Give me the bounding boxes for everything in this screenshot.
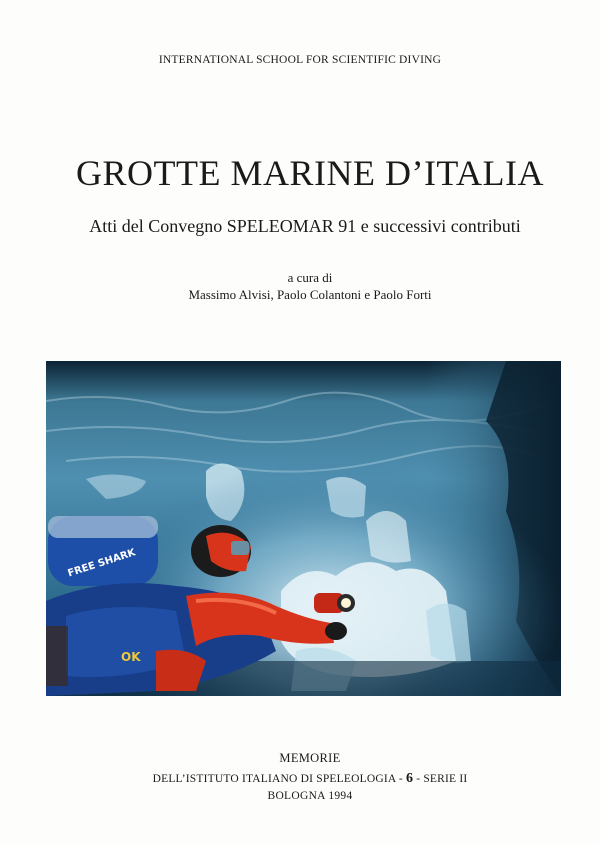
series-suffix: - SERIE II — [416, 773, 468, 785]
series-line — [0, 771, 600, 787]
place-year: BOLOGNA 1994 — [267, 790, 353, 802]
series-memorie: MEMORIE — [279, 751, 341, 765]
series-prefix: DELL’ISTITUTO ITALIANO DI SPELEOLOGIA - — [152, 773, 403, 785]
book-title: GROTTE MARINE D’ITALIA — [75, 153, 545, 193]
cover-photo-diver — [46, 361, 561, 696]
tank-label: FREE SHARK — [66, 547, 137, 580]
book-subtitle: Atti del Convegno SPELEOMAR 91 e successivi contributi — [89, 216, 521, 236]
diver-in-cave-illustration — [46, 361, 561, 696]
suit-logo: OK — [121, 650, 141, 664]
school-name: INTERNATIONAL SCHOOL FOR SCIENTIFIC DIVING — [158, 54, 442, 66]
editors-names: Massimo Alvisi, Paolo Colantoni e Paolo Forti — [188, 287, 432, 302]
editor-intro: a cura di — [287, 270, 333, 285]
series-number: 6 — [405, 771, 414, 786]
